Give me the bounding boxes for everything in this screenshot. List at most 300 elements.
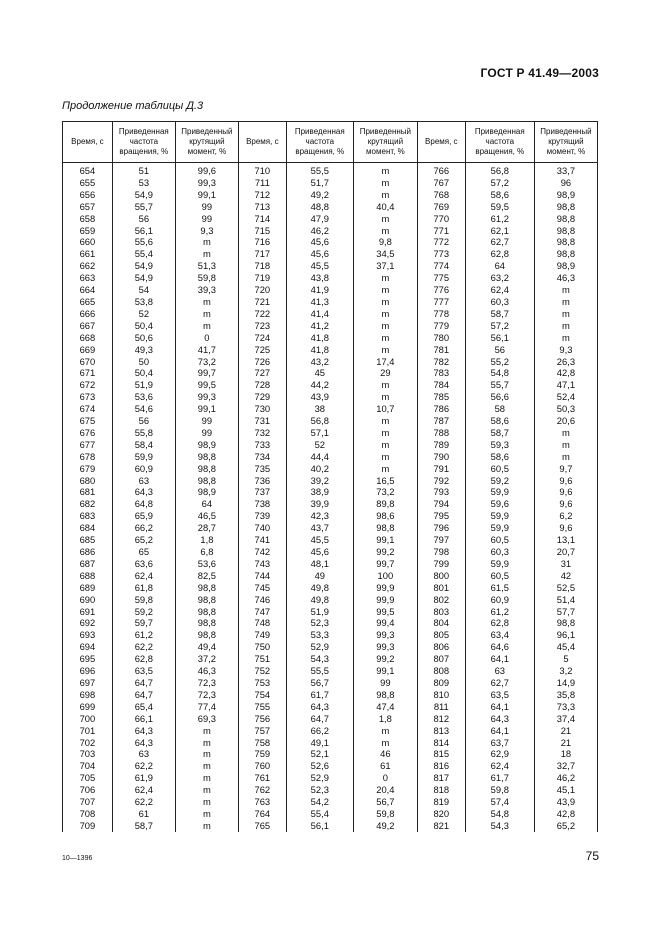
cell-torque: 9,7 [534,463,597,475]
cell-torque: 9,6 [534,498,597,510]
cell-speed: 45,6 [286,546,353,558]
cell-speed: 60,9 [465,594,534,606]
cell-time: 802 [417,594,465,606]
cell-speed: 64,3 [112,737,175,749]
cell-torque: 98,8 [534,201,597,213]
cell-time: 710 [238,163,286,177]
table-row [63,510,598,522]
cell-time: 790 [417,451,465,463]
cell-speed: 56 [465,344,534,356]
cell-speed: 41,9 [286,284,353,296]
cell-torque: m [353,427,417,439]
cell-speed: 61 [112,808,175,820]
cell-torque: m [175,760,238,772]
cell-time: 702 [63,737,113,749]
cell-torque: 59,8 [353,808,417,820]
cell-time: 739 [238,510,286,522]
cell-torque: 33,7 [534,163,597,177]
cell-time: 691 [63,606,113,618]
cell-torque: 42,8 [534,808,597,820]
table-continuation-caption: Продолжение таблицы Д.3 [62,100,204,112]
header-speed: Приведенная частота вращения, % [112,122,175,163]
cell-time: 740 [238,522,286,534]
cell-speed: 62,2 [112,641,175,653]
cell-time: 656 [63,189,113,201]
cell-time: 731 [238,415,286,427]
cell-torque: 52,5 [534,582,597,594]
cell-torque: 99,1 [353,665,417,677]
cell-speed: 58,6 [465,415,534,427]
cell-speed: 60,5 [465,463,534,475]
cell-speed: 61,2 [465,213,534,225]
cell-time: 809 [417,677,465,689]
cell-speed: 62,8 [465,248,534,260]
cell-time: 760 [238,760,286,772]
cell-torque: 72,3 [175,689,238,701]
cell-torque: 98,8 [353,522,417,534]
cell-torque: 16,5 [353,475,417,487]
cell-speed: 61,9 [112,772,175,784]
cell-time: 694 [63,641,113,653]
cell-speed: 39,9 [286,498,353,510]
cell-time: 803 [417,606,465,618]
cell-time: 792 [417,475,465,487]
table-body [63,163,598,832]
cell-speed: 62,7 [465,677,534,689]
table-row [63,367,598,379]
cell-torque: m [175,772,238,784]
cell-torque: 96 [534,177,597,189]
cell-torque: 53,6 [175,558,238,570]
cell-torque: 1,8 [353,713,417,725]
cell-torque: 99,5 [353,606,417,618]
cell-speed: 49,8 [286,582,353,594]
cell-speed: 45,5 [286,534,353,546]
cell-time: 713 [238,201,286,213]
cell-torque: 99,4 [353,617,417,629]
table-row [63,236,598,248]
cell-speed: 59,9 [465,522,534,534]
cell-torque: 98,8 [175,606,238,618]
cell-time: 788 [417,427,465,439]
cell-speed: 50,4 [112,367,175,379]
cell-speed: 64,7 [286,713,353,725]
cell-time: 782 [417,356,465,368]
cell-time: 800 [417,570,465,582]
cell-torque: m [353,284,417,296]
cell-time: 719 [238,272,286,284]
cell-time: 661 [63,248,113,260]
cell-time: 738 [238,498,286,510]
cell-speed: 52,9 [286,641,353,653]
cell-time: 741 [238,534,286,546]
cell-speed: 55,7 [465,379,534,391]
table-row [63,725,598,737]
cell-time: 758 [238,737,286,749]
cell-torque: m [353,163,417,177]
cell-torque: 98,8 [353,689,417,701]
cell-time: 701 [63,725,113,737]
cell-time: 712 [238,189,286,201]
cell-time: 753 [238,677,286,689]
cell-speed: 64,3 [286,701,353,713]
cell-torque: m [534,296,597,308]
cell-speed: 58 [465,403,534,415]
table-row [63,163,598,177]
cell-speed: 55,8 [112,427,175,439]
table-row [63,701,598,713]
cell-time: 688 [63,570,113,582]
cell-time: 660 [63,236,113,248]
cell-time: 727 [238,367,286,379]
cell-torque: m [353,177,417,189]
cell-torque: 98,8 [175,475,238,487]
cell-time: 683 [63,510,113,522]
cell-torque: m [353,296,417,308]
cell-speed: 55,6 [112,236,175,248]
cell-torque: m [353,725,417,737]
cell-torque: 72,3 [175,677,238,689]
cell-torque: m [534,320,597,332]
cell-torque: 6,8 [175,546,238,558]
cell-time: 722 [238,308,286,320]
cell-torque: m [353,308,417,320]
table-row [63,617,598,629]
cell-time: 797 [417,534,465,546]
cell-torque: 99,3 [175,391,238,403]
cell-time: 730 [238,403,286,415]
cell-speed: 41,8 [286,344,353,356]
cell-time: 676 [63,427,113,439]
cell-time: 815 [417,748,465,760]
cell-speed: 63,5 [112,665,175,677]
cell-speed: 43,8 [286,272,353,284]
cell-speed: 59,8 [112,594,175,606]
cell-speed: 65,9 [112,510,175,522]
cell-torque: 47,1 [534,379,597,391]
table-row [63,498,598,510]
cell-torque: 41,7 [175,344,238,356]
cell-speed: 48,8 [286,201,353,213]
cell-time: 749 [238,629,286,641]
cell-time: 743 [238,558,286,570]
cell-torque: 34,5 [353,248,417,260]
cell-time: 669 [63,344,113,356]
cell-time: 746 [238,594,286,606]
cell-time: 726 [238,356,286,368]
cell-speed: 50,4 [112,320,175,332]
cell-speed: 52,3 [286,784,353,796]
cell-time: 697 [63,677,113,689]
cell-torque: 46,2 [534,772,597,784]
cell-speed: 65,2 [112,534,175,546]
cell-torque: 10,7 [353,403,417,415]
cell-torque: 98,9 [175,486,238,498]
cell-time: 811 [417,701,465,713]
cell-speed: 61,5 [465,582,534,594]
cell-time: 819 [417,796,465,808]
table-row [63,320,598,332]
cell-speed: 52,1 [286,748,353,760]
cell-time: 766 [417,163,465,177]
cell-speed: 59,6 [465,498,534,510]
cell-time: 812 [417,713,465,725]
cell-torque: 98,8 [534,236,597,248]
cell-torque: 99,1 [175,189,238,201]
cell-torque: m [175,796,238,808]
cell-torque: 99,3 [353,629,417,641]
cell-torque: 49,2 [353,820,417,832]
cell-speed: 64,1 [465,701,534,713]
cell-speed: 55,7 [112,201,175,213]
cell-speed: 41,4 [286,308,353,320]
cell-speed: 45 [286,367,353,379]
cell-time: 671 [63,367,113,379]
cell-time: 681 [63,486,113,498]
cell-torque: 45,4 [534,641,597,653]
cell-speed: 62,4 [465,284,534,296]
cell-speed: 54,9 [112,189,175,201]
cell-speed: 59,2 [112,606,175,618]
cell-speed: 58,6 [465,189,534,201]
cell-torque: 39,3 [175,284,238,296]
cell-time: 817 [417,772,465,784]
cell-torque: 99,3 [175,177,238,189]
cell-torque: 57,7 [534,606,597,618]
cell-time: 785 [417,391,465,403]
cell-speed: 51,9 [112,379,175,391]
cell-speed: 49 [286,570,353,582]
cell-speed: 62,2 [112,796,175,808]
cell-torque: 37,2 [175,653,238,665]
table-row [63,522,598,534]
cell-speed: 54,2 [286,796,353,808]
cell-time: 662 [63,260,113,272]
cell-time: 779 [417,320,465,332]
cell-time: 756 [238,713,286,725]
cell-torque: 13,1 [534,534,597,546]
cell-time: 759 [238,748,286,760]
cell-torque: 65,2 [534,820,597,832]
cell-torque: 49,4 [175,641,238,653]
cell-speed: 45,6 [286,248,353,260]
table-row [63,332,598,344]
cell-speed: 47,9 [286,213,353,225]
cell-speed: 62,8 [112,653,175,665]
cell-speed: 52,6 [286,760,353,772]
cell-torque: m [353,391,417,403]
cell-speed: 39,2 [286,475,353,487]
cell-speed: 62,7 [465,236,534,248]
cell-torque: 98,8 [175,629,238,641]
cell-speed: 50,6 [112,332,175,344]
cell-torque: 45,1 [534,784,597,796]
cell-torque: 98,6 [353,510,417,522]
table-row [63,427,598,439]
cell-torque: 17,4 [353,356,417,368]
header-torque: Приведенный крутящий момент, % [353,122,417,163]
cell-speed: 64,3 [112,486,175,498]
cell-torque: 32,7 [534,760,597,772]
cell-torque: 99 [175,415,238,427]
cell-time: 814 [417,737,465,749]
cell-torque: 28,7 [175,522,238,534]
cell-time: 747 [238,606,286,618]
table-row [63,653,598,665]
cell-speed: 43,2 [286,356,353,368]
cell-time: 668 [63,332,113,344]
cell-torque: m [353,225,417,237]
table-row [63,820,598,832]
cell-torque: m [353,189,417,201]
cell-torque: 21 [534,737,597,749]
cell-torque: 52,4 [534,391,597,403]
cell-torque: 14,9 [534,677,597,689]
cell-speed: 59,9 [465,486,534,498]
header-torque: Приведенный крутящий момент, % [175,122,238,163]
cell-torque: 9,6 [534,486,597,498]
cell-speed: 56,8 [286,415,353,427]
cell-torque: 3,2 [534,665,597,677]
cell-torque: 37,4 [534,713,597,725]
cell-time: 678 [63,451,113,463]
cell-speed: 65,4 [112,701,175,713]
cell-torque: 99,2 [353,546,417,558]
cell-speed: 62,9 [465,748,534,760]
cell-torque: 98,8 [534,213,597,225]
cell-speed: 46,2 [286,225,353,237]
cell-time: 716 [238,236,286,248]
cell-torque: 51,3 [175,260,238,272]
cell-time: 734 [238,451,286,463]
cell-torque: 99,3 [353,641,417,653]
cell-torque: 46,5 [175,510,238,522]
cell-torque: m [353,320,417,332]
cell-torque: 56,7 [353,796,417,808]
cell-speed: 49,2 [286,189,353,201]
cell-speed: 55,4 [286,808,353,820]
cell-time: 692 [63,617,113,629]
cell-torque: 100 [353,570,417,582]
cell-time: 721 [238,296,286,308]
cell-speed: 60,5 [465,570,534,582]
cell-speed: 66,2 [286,725,353,737]
cell-torque: m [353,463,417,475]
table-row [63,558,598,570]
cell-speed: 61,7 [286,689,353,701]
cell-time: 709 [63,820,113,832]
cell-torque: 73,2 [175,356,238,368]
page-number: 75 [585,849,599,863]
cell-time: 772 [417,236,465,248]
cell-torque: 20,6 [534,415,597,427]
cell-speed: 54,3 [465,820,534,832]
cell-time: 771 [417,225,465,237]
cell-torque: 9,3 [175,225,238,237]
cell-torque: m [353,344,417,356]
cell-time: 789 [417,439,465,451]
cell-time: 781 [417,344,465,356]
cell-time: 687 [63,558,113,570]
table-row [63,772,598,784]
cell-time: 718 [238,260,286,272]
table-row [63,439,598,451]
table-row [63,260,598,272]
cell-torque: 50,3 [534,403,597,415]
cell-time: 763 [238,796,286,808]
cell-torque: 99,7 [175,367,238,379]
cell-speed: 51,7 [286,177,353,189]
cell-speed: 60,3 [465,546,534,558]
cell-time: 773 [417,248,465,260]
cell-speed: 59,8 [465,784,534,796]
cell-torque: m [534,332,597,344]
cell-time: 680 [63,475,113,487]
cell-time: 655 [63,177,113,189]
cell-speed: 49,8 [286,594,353,606]
cell-time: 761 [238,772,286,784]
cell-time: 744 [238,570,286,582]
cell-torque: 21 [534,725,597,737]
cell-time: 818 [417,784,465,796]
cell-torque: 99 [353,677,417,689]
cell-time: 666 [63,308,113,320]
cell-speed: 59,2 [465,475,534,487]
cell-time: 801 [417,582,465,594]
cell-torque: 61 [353,760,417,772]
cell-speed: 51,9 [286,606,353,618]
cell-speed: 57,2 [465,320,534,332]
cell-time: 724 [238,332,286,344]
cell-speed: 64,7 [112,689,175,701]
cell-torque: m [175,808,238,820]
table-row [63,475,598,487]
table-row [63,713,598,725]
cell-time: 808 [417,665,465,677]
table-row [63,308,598,320]
header-torque: Приведенный крутящий момент, % [534,122,597,163]
cell-torque: 9,6 [534,475,597,487]
cell-torque: 99,7 [353,558,417,570]
cell-time: 778 [417,308,465,320]
cell-torque: 99,2 [353,653,417,665]
cell-time: 770 [417,213,465,225]
cell-speed: 48,1 [286,558,353,570]
cell-time: 714 [238,213,286,225]
cell-speed: 57,1 [286,427,353,439]
cell-speed: 59,9 [465,558,534,570]
cell-speed: 60,3 [465,296,534,308]
cell-time: 708 [63,808,113,820]
cell-time: 754 [238,689,286,701]
table-row [63,403,598,415]
table-row [63,606,598,618]
cell-time: 735 [238,463,286,475]
table-row [63,534,598,546]
cell-torque: m [353,332,417,344]
cell-torque: m [353,272,417,284]
cell-torque: 40,4 [353,201,417,213]
cell-time: 725 [238,344,286,356]
table-row [63,344,598,356]
cell-speed: 66,1 [112,713,175,725]
cell-torque: m [534,308,597,320]
cell-torque: 37,1 [353,260,417,272]
header-speed: Приведенная частота вращения, % [286,122,353,163]
table-row [63,201,598,213]
cell-speed: 56 [112,415,175,427]
cell-speed: 54,8 [465,367,534,379]
